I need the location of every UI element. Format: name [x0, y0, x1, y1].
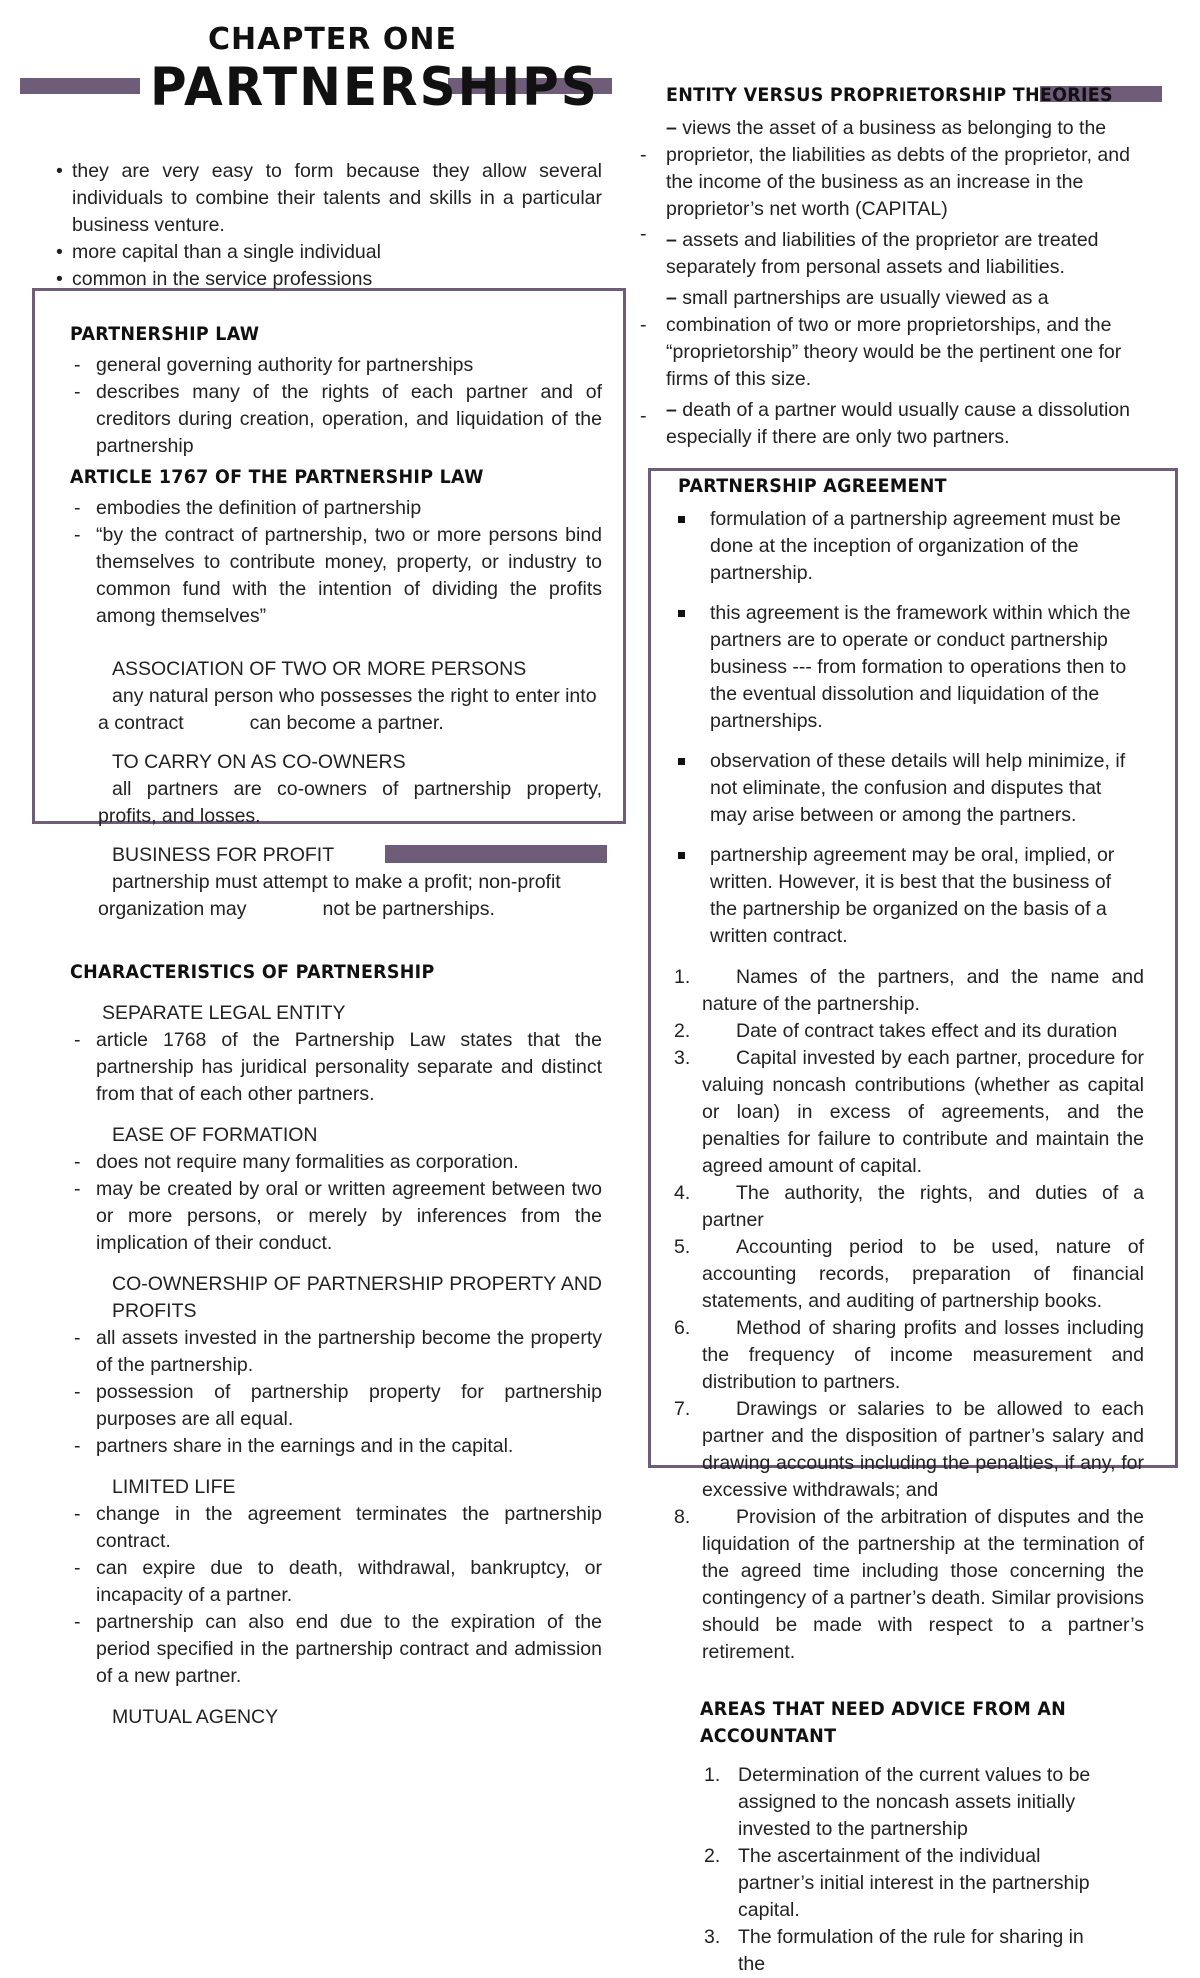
title-bar-left	[20, 78, 140, 94]
list-item: - change in the agreement terminates the partnership contract.	[62, 1501, 602, 1555]
list-item: partnership agreement may be oral, implied, or written. However, it is best that the business of the partnership be organized on the basis of a written contract.	[676, 842, 1136, 950]
section-label: EASE OF FORMATION	[112, 1124, 318, 1146]
characteristics-heading: CHARACTERISTICS OF PARTNERSHIP	[70, 961, 435, 983]
intro-list	[62, 158, 602, 293]
entity-p3: – small partnerships are usually viewed as a	[666, 287, 1049, 309]
list-item: 6. Method of sharing profits and losses including the frequency of income measurement and distribution to partners.	[674, 1317, 1144, 1393]
profit-label: BUSINESS FOR PROFIT	[112, 844, 335, 866]
advice-heading: AREAS THAT NEED ADVICE FROM AN ACCOUNTANT	[700, 1698, 1067, 1747]
page-title: PARTNERSHIPS	[150, 56, 599, 118]
list-item: - may be created by oral or written agreement between two or more persons, or merely by inferences from the implication of their conduct.	[62, 1176, 602, 1257]
list-item: 8. Provision of the arbitration of disputes and the liquidation of the partnership at the termination of the agreed time including those concerning the contingency of a partner’s death. Similar provisions should be made with respect to a partner’s retirement.	[674, 1506, 1144, 1663]
list-item: observation of these details will help minimize, if not eliminate, the confusion and disputes that may arise between or among the partners.	[676, 748, 1136, 829]
article-1767-list	[62, 495, 602, 630]
section-label: LIMITED LIFE	[112, 1476, 236, 1498]
list-item: - possession of partnership property for partnership purposes are all equal.	[62, 1379, 602, 1433]
section-list	[62, 1325, 602, 1460]
section-list	[62, 1027, 602, 1108]
section-list	[62, 1149, 602, 1257]
entity-p2: - – assets and liabilities of the proprietor are treated	[640, 223, 1099, 251]
section-label: CO-OWNERSHIP OF PARTNERSHIP PROPERTY AND PROFITS	[112, 1273, 602, 1322]
list-item: 1. Names of the partners, and the name and nature of the partnership.	[674, 966, 1144, 1015]
list-item: 2. The ascertainment of the individual partner’s initial interest in the partnership capital.	[704, 1845, 1090, 1921]
list-item: 3. Capital invested by each partner, procedure for valuing noncash contributions (whether as capital or loan) in excess of agreements, and the penalties for failure to contribute and maintain the agreed amount of capital.	[674, 1047, 1144, 1177]
entity-p2-cont: separately from personal assets and liabilities.	[666, 256, 1065, 278]
partnership-law-heading: PARTNERSHIP LAW	[70, 323, 260, 345]
list-item: this agreement is the framework within which the partners are to operate or conduct partnership business --- from formation to operations then to the eventual dissolution and liquidation of the partnerships.	[676, 600, 1136, 735]
entity-heading: ENTITY VERSUS PROPRIETORSHIP THEORIES	[666, 84, 1113, 106]
profit-text-2: organization may not be partnerships.	[98, 898, 495, 920]
section-label: MUTUAL AGENCY	[112, 1706, 279, 1728]
entity-p4: - – death of a partner would usually cause a dissolution	[640, 399, 1130, 427]
list-item: 2. Date of contract takes effect and its duration	[674, 1020, 1118, 1042]
list-item: - embodies the definition of partnership	[62, 495, 602, 522]
list-item: - “by the contract of partnership, two or more persons bind themselves to contribute money, property, or industry to common fund with the intention of dividing the profits among themselves”	[62, 522, 602, 630]
list-item: 7. Drawings or salaries to be allowed to each partner and the disposition of partner’s salary and drawing accounts including the penalties, if any, for excessive withdrawals; and	[674, 1398, 1144, 1501]
list-item: - general governing authority for partnerships	[62, 352, 602, 379]
left-column	[62, 158, 602, 1731]
list-item: 1. Determination of the current values to be assigned to the noncash assets initially invested to the partnership	[704, 1764, 1091, 1840]
assoc-text: any natural person who possesses the right to enter into	[112, 685, 597, 707]
list-item: - partners share in the earnings and in the capital.	[62, 1433, 602, 1460]
right-column	[640, 82, 1158, 1978]
coowner-label: TO CARRY ON AS CO-OWNERS	[112, 751, 406, 773]
list-item: • they are very easy to form because they allow several individuals to combine their talents and skills in a particular business venture.	[62, 158, 602, 239]
article-1767-heading: ARTICLE 1767 OF THE PARTNERSHIP LAW	[70, 466, 484, 488]
list-item: formulation of a partnership agreement must be done at the inception of organization of the partnership.	[676, 506, 1136, 587]
list-item: - article 1768 of the Partnership Law states that the partnership has juridical personality separate and distinct from that of each other partners.	[62, 1027, 602, 1108]
list-item: • more capital than a single individual	[62, 239, 602, 266]
profit-text: partnership must attempt to make a profit; non-profit	[112, 871, 561, 893]
list-item: - partnership can also end due to the expiration of the period specified in the partnership contract and admission of a new partner.	[62, 1609, 602, 1690]
agreement-numbered-list	[672, 964, 1144, 1666]
list-item: • common in the service professions	[62, 266, 602, 293]
list-item: 5. Accounting period to be used, nature of accounting records, preparation of financial statements, and auditing of partnership books.	[674, 1236, 1144, 1312]
advice-list	[696, 1762, 1096, 1978]
entity-p3-cont: - combination of two or more proprietorships, and the “proprietorship” theory would be the pertinent one for firms of this size.	[640, 314, 1122, 390]
list-item: 3. The formulation of the rule for sharing in the	[704, 1926, 1084, 1975]
entity-p4-cont: especially if there are only two partners.	[666, 426, 1010, 448]
agreement-list	[676, 506, 1136, 950]
assoc-label: ASSOCIATION OF TWO OR MORE PERSONS	[112, 658, 527, 680]
list-item: - all assets invested in the partnership become the property of the partnership.	[62, 1325, 602, 1379]
list-item: - describes many of the rights of each partner and of creditors during creation, operation, and liquidation of the partnership	[62, 379, 602, 460]
section-list	[62, 1501, 602, 1690]
partnership-law-list	[62, 352, 602, 460]
coowner-text: all partners are co-owners of partnership property, profits, and losses.	[98, 778, 602, 827]
chapter-label: CHAPTER ONE	[208, 22, 457, 57]
agreement-heading: PARTNERSHIP AGREEMENT	[678, 475, 947, 497]
entity-p1-cont: - proprietor, the liabilities as debts of the proprietor, and the income of the business as an increase in the proprietor’s net worth (CAPITAL)	[640, 144, 1130, 220]
list-item: - can expire due to death, withdrawal, bankruptcy, or incapacity of a partner.	[62, 1555, 602, 1609]
assoc-text-2: a contract can become a partner.	[98, 712, 444, 734]
list-item: 4. The authority, the rights, and duties of a partner	[674, 1182, 1144, 1231]
list-item: - does not require many formalities as corporation.	[62, 1149, 602, 1176]
entity-p1: – views the asset of a business as belonging to the	[666, 117, 1107, 139]
section-label: SEPARATE LEGAL ENTITY	[102, 1002, 346, 1024]
